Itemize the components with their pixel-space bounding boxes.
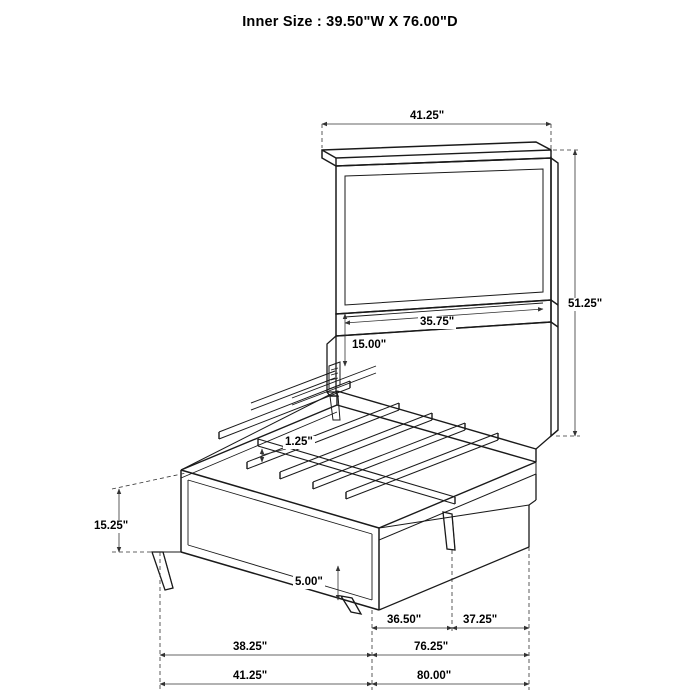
dim-headboard-width: 41.25" (410, 110, 445, 122)
dim-overall-depth: 80.00" (417, 670, 452, 682)
dim-headboard-lower-height: 15.00" (352, 339, 387, 351)
dim-slat-thickness: 1.25" (285, 436, 313, 448)
dim-footboard-depth: 36.50" (387, 614, 422, 626)
page-title: Inner Size : 39.50"W X 76.00"D (242, 14, 458, 30)
dim-mattress-depth: 76.25" (414, 641, 449, 653)
dim-side-rail-depth: 37.25" (463, 614, 498, 626)
dim-base-width: 41.25" (233, 670, 268, 682)
dim-overall-height: 51.25" (568, 298, 603, 310)
dim-inner-depth-front: 38.25" (233, 641, 268, 653)
dim-deck-height: 15.25" (94, 520, 129, 532)
dim-leg-height: 5.00" (295, 576, 323, 588)
dim-headboard-panel-width: 35.75" (420, 316, 455, 328)
